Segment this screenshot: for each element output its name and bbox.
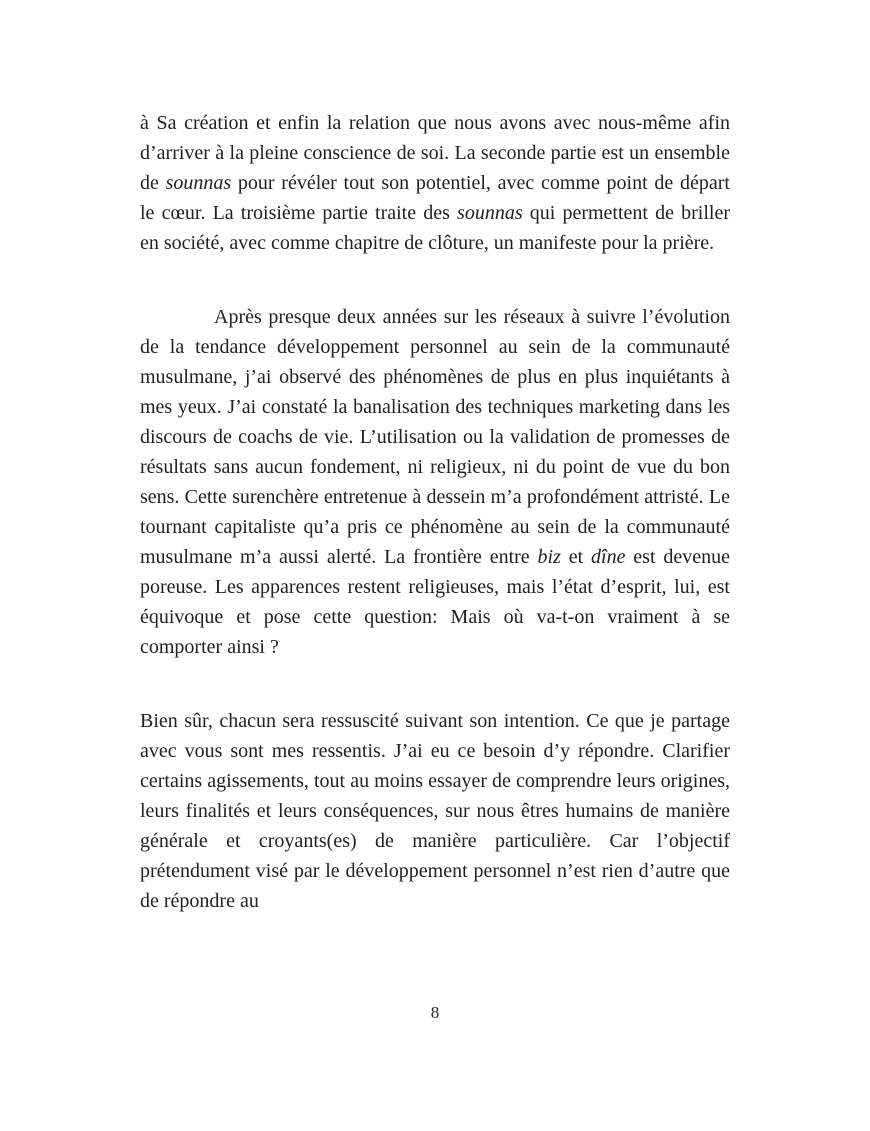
text-segment: et	[560, 546, 592, 568]
italic-term: dîne	[591, 546, 626, 568]
text-segment: est devenue poreuse. Les apparences restent religieuses, mais l’état d’esprit, lui, est équivoque et pose cette question: Mais où va-t-on vraiment à se comporter ainsi ?	[140, 546, 730, 658]
text-segment: pour révéler tout son potentiel, avec comme point de départ le cœur. La troisième partie traite des	[140, 172, 730, 224]
italic-term: sounnas	[457, 202, 523, 224]
body-text	[140, 108, 730, 916]
italic-term: biz	[537, 546, 561, 568]
text-segment: Bien sûr, chacun sera ressuscité suivant son intention. Ce que je partage avec vous sont mes ressentis. J’ai eu ce besoin d’y répondre. Clarifier certains agissements, tout au moins essayer de comprendre leurs origines, leurs finalités et leurs conséquences, sur nous êtres humains de manière générale et croyants(es) de manière particulière. Car l’objectif prétendument visé par le développement personnel n’est rien d’autre que de répondre au	[140, 710, 730, 912]
text-segment: qui permettent de briller en société, avec comme chapitre de clôture, un manifeste pour la prière.	[140, 202, 730, 254]
paragraph	[140, 108, 730, 258]
paragraph	[140, 706, 730, 916]
paragraph	[140, 302, 730, 662]
page-number: 8	[430, 1003, 440, 1022]
text-segment: à Sa création et enfin la relation que nous avons avec nous-même afin d’arriver à la pleine conscience de soi. La seconde partie est un ensemble de	[140, 112, 730, 194]
italic-term: sounnas	[165, 172, 232, 194]
text-segment: Après presque deux années sur les réseaux à suivre l’évolution de la tendance développement personnel au sein de la communauté musulmane, j’ai observé des phénomènes de plus en plus inquiétants à mes yeux. J’ai constaté la banalisation des techniques marketing dans les discours de coachs de vie. L’utilisation ou la validation de promesses de résultats sans aucun fondement, ni religieux, ni du point de vue du bon sens. Cette surenchère entretenue à dessein m’a profondément attristé. Le tournant capitaliste qu’a pris ce phénomène au sein de la communauté musulmane m’a aussi alerté. La frontière entre	[140, 306, 730, 568]
